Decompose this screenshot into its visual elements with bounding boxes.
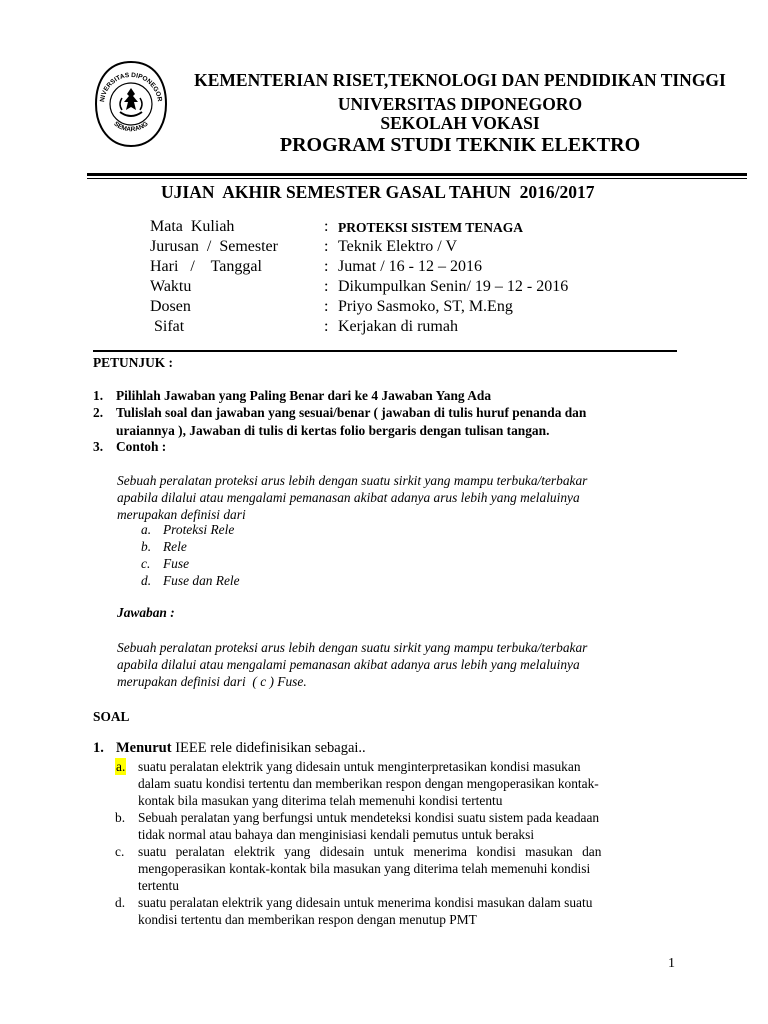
info-colon: : — [324, 238, 329, 255]
option-text: Rele — [163, 539, 187, 554]
option-line: mengoperasikan kontak-kontak bila masukan yang diterima telah memenuhi kondisi — [138, 861, 591, 876]
example-options — [141, 521, 240, 589]
option-letter: d. — [115, 895, 126, 910]
info-label: Dosen — [150, 298, 191, 315]
soal-heading: SOAL — [93, 709, 130, 724]
option-letter: d. — [141, 573, 152, 588]
info-colon: : — [324, 258, 329, 275]
university-logo — [94, 60, 168, 148]
info-value: Dikumpulkan Senin/ 19 – 12 - 2016 — [338, 278, 569, 295]
logo-text-top: NIVERSITAS DIPONEGOR — [99, 71, 163, 103]
info-label: Sifat — [154, 318, 185, 335]
svg-text:SEMARANG — [112, 120, 149, 133]
option — [141, 555, 240, 572]
option-line: tidak normal atau bahaya dan menginisiasi kendali pemutus untuk beraksi — [138, 827, 535, 842]
text-line: apabila dilalui atau mengalami pemanasan akibat adanya arus lebih yang melaluinya — [117, 657, 580, 672]
option-line: dalam suatu kondisi tertentu dan memberikan respon dengan mengoperasikan kontak- — [138, 776, 599, 791]
info-colon: : — [324, 278, 329, 295]
info-colon: : — [324, 218, 329, 235]
option-line: suatu peralatan elektrik yang didesain untuk menerima kondisi masukan dan — [138, 844, 602, 859]
info-label: Mata Kuliah — [150, 218, 235, 235]
option — [141, 538, 240, 555]
item-number: 1. — [93, 388, 104, 403]
option-text: Fuse dan Rele — [163, 573, 240, 588]
item-number: 3. — [93, 439, 104, 454]
option-letter: a. — [116, 759, 126, 774]
school-name: SEKOLAH VOKASI — [380, 113, 540, 133]
info-value: Priyo Sasmoko, ST, M.Eng — [338, 298, 513, 315]
option-letter: a. — [141, 522, 152, 537]
question-1 — [93, 740, 366, 757]
item-text: Pilihlah Jawaban yang Paling Benar dari ke 4 Jawaban Yang Ada — [116, 388, 492, 403]
option — [141, 521, 240, 538]
option — [141, 572, 240, 589]
program-name: PROGRAM STUDI TEKNIK ELEKTRO — [279, 134, 641, 156]
answer-heading: Jawaban : — [117, 605, 175, 620]
header-divider-thick — [87, 173, 747, 176]
option-letter: b. — [115, 810, 126, 825]
logo-text-bottom: SEMARANG — [112, 120, 150, 134]
option-line: kondisi tertentu dan memberikan respon dengan menutup PMT — [138, 912, 477, 927]
option-letter: c. — [115, 844, 125, 859]
info-label: Jurusan / Semester — [150, 238, 278, 255]
info-value: Jumat / 16 - 12 – 2016 — [338, 258, 482, 275]
question-bold-word: Menurut — [116, 740, 172, 756]
option-line: suatu peralatan elektrik yang didesain untuk menginterpretasikan kondisi masukan — [138, 759, 581, 774]
svg-text:UNIVERSITAS DIPONEGORO — [94, 60, 163, 102]
ministry-title: KEMENTERIAN RISET,TEKNOLOGI DAN PENDIDIKAN TINGGI — [194, 70, 726, 90]
option-text: Proteksi Rele — [163, 522, 235, 537]
text-line: Sebuah peralatan proteksi arus lebih dengan suatu sirkit yang mampu terbuka/terbakar — [117, 640, 588, 655]
petunjuk-heading: PETUNJUK : — [93, 355, 173, 370]
item-text: Contoh : — [116, 439, 167, 454]
option-line: suatu peralatan elektrik yang didesain untuk menerima kondisi masukan dalam suatu — [138, 895, 593, 910]
item-number: 2. — [93, 405, 104, 420]
question-number: 1. — [93, 740, 104, 756]
option-letter: b. — [141, 539, 152, 554]
text-line: Sebuah peralatan proteksi arus lebih dengan suatu sirkit yang mampu terbuka/terbakar — [117, 473, 588, 488]
info-colon: : — [324, 318, 329, 335]
university-name: UNIVERSITAS DIPONEGORO — [337, 94, 583, 114]
option-line: Sebuah peralatan yang berfungsi untuk mendeteksi kondisi suatu sistem pada keadaan — [138, 810, 600, 825]
example-answer — [117, 639, 587, 690]
text-line: apabila dilalui atau mengalami pemanasan akibat adanya arus lebih yang melaluinya — [117, 490, 580, 505]
info-colon: : — [324, 298, 329, 315]
info-divider — [93, 350, 677, 352]
info-value: Teknik Elektro / V — [338, 238, 458, 255]
item-text: uraiannya ), Jawaban di tulis di kertas folio bergaris dengan tulisan tangan. — [116, 423, 550, 438]
example-question — [117, 472, 587, 523]
question-text: IEEE rele didefinisikan sebagai.. — [171, 740, 366, 756]
option-line: tertentu — [138, 878, 179, 893]
info-value: PROTEKSI SISTEM TENAGA — [338, 220, 524, 235]
item-text: Tulislah soal dan jawaban yang sesuai/benar ( jawaban di tulis huruf penanda dan — [116, 405, 587, 420]
exam-title: UJIAN AKHIR SEMESTER GASAL TAHUN 2016/2017 — [161, 182, 595, 202]
text-line: merupakan definisi dari — [117, 507, 246, 522]
header-divider-thin — [87, 178, 747, 179]
text-line: merupakan definisi dari ( c ) Fuse. — [117, 674, 307, 689]
option-text: Fuse — [163, 556, 190, 571]
option-line: kontak bila masukan yang diterima telah memenuhi kondisi tertentu — [138, 793, 503, 808]
info-label: Hari / Tanggal — [150, 258, 262, 275]
page-number: 1 — [668, 956, 675, 971]
info-label: Waktu — [150, 278, 192, 295]
info-value: Kerjakan di rumah — [338, 318, 458, 335]
option-letter: c. — [141, 556, 151, 571]
